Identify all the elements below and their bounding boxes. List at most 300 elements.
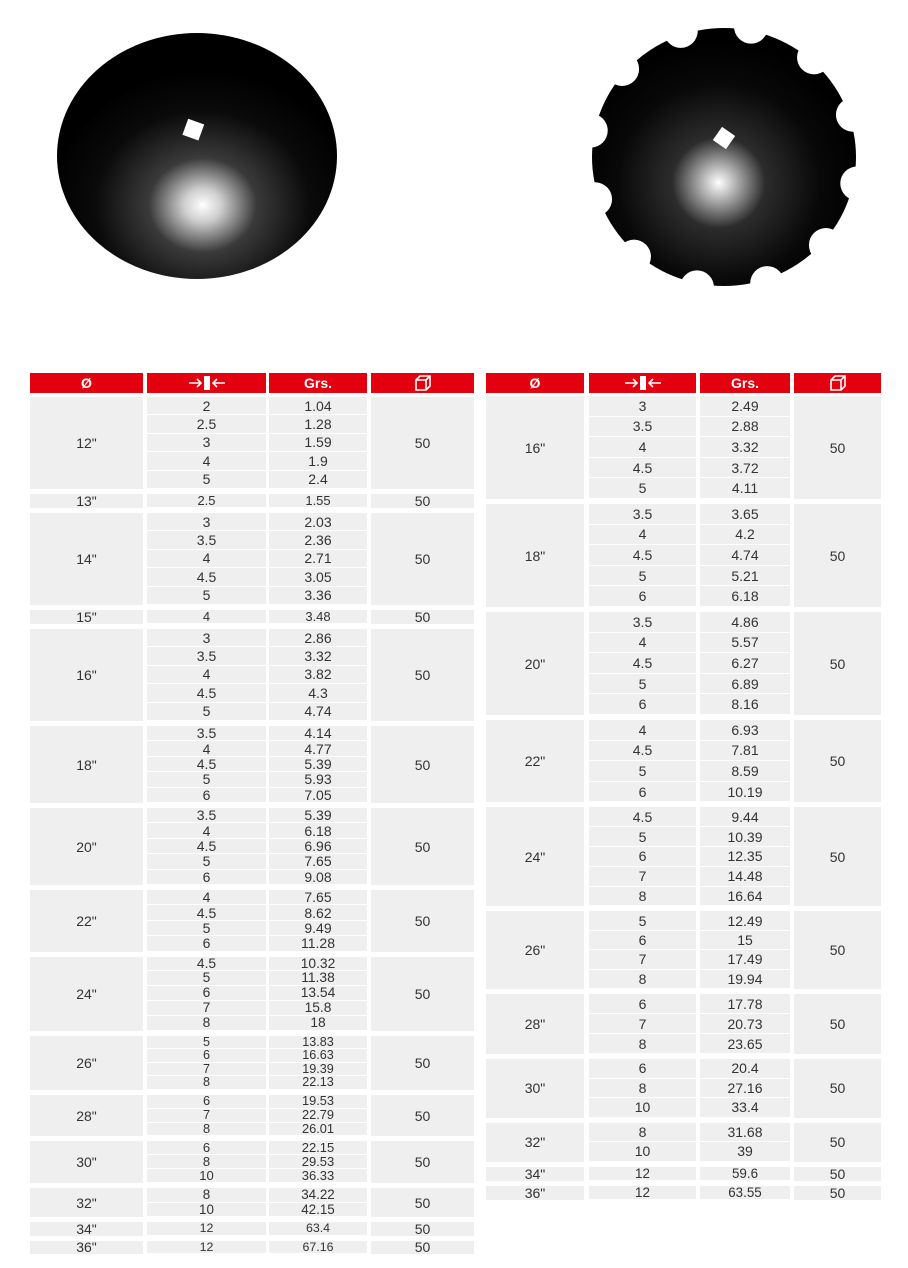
diameter-group	[30, 1036, 474, 1090]
right-table-body	[486, 396, 881, 1202]
thickness-cell: 8	[147, 1076, 266, 1090]
table-row	[486, 782, 881, 803]
weight-cell: 6.27	[700, 653, 790, 674]
diameter-cell: 22"	[486, 720, 584, 802]
table-row	[30, 854, 474, 869]
thickness-cell: 5	[589, 827, 696, 847]
thickness-cell: 2.5	[147, 415, 266, 433]
diameter-cell: 20"	[30, 808, 143, 885]
quantity-cell: 50	[794, 1186, 881, 1200]
diameter-cell: 16"	[30, 629, 143, 721]
table-row	[30, 1155, 474, 1169]
thickness-cell: 6	[589, 782, 696, 803]
thickness-cell: 4	[589, 525, 696, 546]
thickness-cell: 4.5	[147, 905, 266, 920]
weight-cell: 9.44	[700, 807, 790, 827]
thickness-cell: 5	[147, 971, 266, 986]
weight-cell: 14.48	[700, 867, 790, 887]
thickness-cell: 3	[589, 396, 696, 417]
weight-cell: 2.86	[269, 629, 367, 647]
diameter-group	[30, 957, 474, 1031]
weight-cell: 5.21	[700, 566, 790, 587]
diameter-cell: 14"	[30, 513, 143, 605]
diameter-cell: 34"	[30, 1222, 143, 1235]
thickness-cell: 4.5	[589, 741, 696, 762]
weight-cell: 3.72	[700, 458, 790, 479]
weight-cell: 63.55	[700, 1186, 790, 1200]
diameter-header: Ø	[30, 373, 143, 393]
diameter-cell: 30"	[30, 1141, 143, 1183]
weight-cell: 20.4	[700, 1059, 790, 1079]
table-row	[486, 931, 881, 950]
table-row	[30, 703, 474, 721]
thickness-cell: 8	[589, 970, 696, 989]
table-row	[30, 1049, 474, 1063]
table-row	[30, 568, 474, 586]
thickness-cell: 5	[589, 478, 696, 499]
thickness-cell: 8	[589, 1034, 696, 1054]
thickness-cell: 8	[589, 1123, 696, 1143]
weight-cell: 16.63	[269, 1049, 367, 1063]
diameter-cell: 18"	[30, 726, 143, 803]
table-row	[30, 1016, 474, 1031]
table-row	[486, 437, 881, 458]
diameter-cell: 32"	[30, 1188, 143, 1217]
table-row	[486, 1059, 881, 1079]
weight-cell: 16.64	[700, 887, 790, 907]
thickness-cell: 7	[589, 1014, 696, 1034]
table-row	[30, 741, 474, 756]
thickness-arrows-icon	[187, 375, 227, 391]
thickness-cell: 3	[147, 513, 266, 531]
weight-cell: 4.3	[269, 684, 367, 702]
table-row	[486, 674, 881, 695]
diameter-cell: 12"	[30, 397, 143, 489]
weight-cell: 8.16	[700, 694, 790, 715]
table-row	[486, 994, 881, 1014]
weight-cell: 5.39	[269, 808, 367, 823]
weight-cell: 2.88	[700, 417, 790, 438]
quantity-cell: 50	[371, 957, 474, 1031]
left-table-body	[30, 397, 474, 1256]
table-row	[30, 1036, 474, 1050]
table-row	[30, 936, 474, 951]
table-row	[30, 434, 474, 452]
diameter-group	[486, 396, 881, 499]
quantity-cell: 50	[371, 726, 474, 803]
weight-cell: 22.79	[269, 1109, 367, 1123]
table-row	[30, 494, 474, 508]
table-row	[30, 629, 474, 647]
quantity-header	[371, 373, 474, 393]
thickness-cell: 5	[147, 772, 266, 787]
weight-cell: 27.16	[700, 1079, 790, 1099]
table-row	[30, 823, 474, 838]
table-row	[30, 1109, 474, 1123]
thickness-cell: 8	[589, 1079, 696, 1099]
thickness-header	[147, 373, 266, 393]
weight-cell: 7.81	[700, 741, 790, 762]
weight-cell: 3.05	[269, 568, 367, 586]
weight-cell: 1.59	[269, 434, 367, 452]
weight-cell: 10.32	[269, 957, 367, 972]
diameter-group	[30, 513, 474, 605]
table-row	[486, 694, 881, 715]
thickness-cell: 4.5	[147, 839, 266, 854]
diameter-group	[30, 726, 474, 803]
weight-cell: 5.57	[700, 633, 790, 654]
thickness-cell: 8	[147, 1123, 266, 1137]
weight-cell: 42.15	[269, 1203, 367, 1217]
thickness-cell: 3	[147, 629, 266, 647]
thickness-cell: 4	[147, 550, 266, 568]
thickness-cell: 10	[147, 1203, 266, 1217]
table-row	[30, 666, 474, 684]
table-row	[486, 867, 881, 887]
weight-cell: 4.14	[269, 726, 367, 741]
notched-disc-image	[590, 26, 858, 288]
table-row	[486, 586, 881, 607]
weight-cell: 8.59	[700, 761, 790, 782]
thickness-cell: 4.5	[147, 568, 266, 586]
box-icon	[414, 374, 432, 392]
weight-cell: 4.86	[700, 612, 790, 633]
weight-cell: 4.74	[269, 703, 367, 721]
table-row	[486, 720, 881, 741]
table-row	[486, 566, 881, 587]
thickness-cell: 3.5	[589, 504, 696, 525]
quantity-cell: 50	[371, 1095, 474, 1136]
thickness-cell: 7	[147, 1063, 266, 1077]
diameter-cell: 15"	[30, 610, 143, 624]
diameter-group	[486, 911, 881, 989]
table-row	[486, 1167, 881, 1181]
thickness-cell: 6	[147, 1049, 266, 1063]
table-row	[486, 417, 881, 438]
weight-cell: 20.73	[700, 1014, 790, 1034]
thickness-cell: 6	[589, 586, 696, 607]
thickness-cell: 4.5	[589, 807, 696, 827]
thickness-cell: 6	[147, 788, 266, 803]
table-row	[30, 839, 474, 854]
diameter-group	[486, 807, 881, 906]
thickness-cell: 3.5	[589, 612, 696, 633]
table-row	[30, 772, 474, 787]
diameter-cell: 22"	[30, 890, 143, 952]
table-row	[30, 684, 474, 702]
table-row	[30, 610, 474, 624]
weight-cell: 6.18	[700, 586, 790, 607]
thickness-cell: 4.5	[589, 458, 696, 479]
table-row	[30, 788, 474, 803]
weight-header: Grs.	[269, 373, 367, 393]
weight-cell: 10.19	[700, 782, 790, 803]
quantity-cell: 50	[371, 1188, 474, 1217]
table-row	[30, 1203, 474, 1217]
weight-cell: 17.49	[700, 950, 790, 969]
weight-cell: 63.4	[269, 1222, 367, 1235]
weight-cell: 11.28	[269, 936, 367, 951]
thickness-cell: 5	[147, 854, 266, 869]
thickness-cell: 12	[147, 1241, 266, 1254]
diameter-group	[486, 1186, 881, 1200]
diameter-group	[30, 1222, 474, 1235]
table-row	[30, 647, 474, 665]
weight-cell: 19.53	[269, 1095, 367, 1109]
diameter-cell: 24"	[30, 957, 143, 1031]
weight-cell: 11.38	[269, 971, 367, 986]
table-row	[486, 761, 881, 782]
table-row	[486, 1186, 881, 1200]
weight-cell: 2.36	[269, 531, 367, 549]
table-row	[486, 911, 881, 930]
table-row	[486, 1034, 881, 1054]
weight-cell: 22.13	[269, 1076, 367, 1090]
table-row	[30, 971, 474, 986]
table-row	[30, 415, 474, 433]
quantity-cell: 50	[794, 1167, 881, 1181]
thickness-cell: 7	[589, 867, 696, 887]
table-row	[30, 870, 474, 885]
quantity-cell: 50	[371, 397, 474, 489]
weight-cell: 8.62	[269, 905, 367, 920]
weight-cell: 13.54	[269, 986, 367, 1001]
quantity-cell: 50	[794, 612, 881, 715]
table-row	[30, 1169, 474, 1183]
thickness-cell: 7	[589, 950, 696, 969]
weight-cell: 59.6	[700, 1167, 790, 1181]
weight-header: Grs.	[700, 373, 790, 393]
weight-cell: 31.68	[700, 1123, 790, 1143]
thickness-cell: 6	[147, 986, 266, 1001]
thickness-cell: 5	[147, 703, 266, 721]
diameter-group	[486, 720, 881, 802]
thickness-cell: 8	[147, 1188, 266, 1202]
table-row	[486, 887, 881, 907]
weight-cell: 33.4	[700, 1098, 790, 1118]
thickness-cell: 10	[589, 1142, 696, 1162]
table-row	[30, 550, 474, 568]
diameter-group	[30, 610, 474, 624]
quantity-cell: 50	[371, 610, 474, 624]
quantity-cell: 50	[371, 1222, 474, 1235]
diameter-group	[30, 629, 474, 721]
table-row	[30, 1222, 474, 1235]
diameter-cell: 30"	[486, 1059, 584, 1118]
diameter-group	[30, 1095, 474, 1136]
table-row	[486, 741, 881, 762]
thickness-cell: 2.5	[147, 494, 266, 508]
diameter-group	[486, 1123, 881, 1162]
table-row	[30, 1188, 474, 1202]
left-disc-table	[30, 373, 474, 1256]
diameter-group	[30, 808, 474, 885]
thickness-cell: 12	[147, 1222, 266, 1235]
table-row	[30, 397, 474, 415]
table-row	[486, 1014, 881, 1034]
thickness-cell: 4	[147, 452, 266, 470]
thickness-cell: 4.5	[589, 653, 696, 674]
quantity-cell: 50	[794, 504, 881, 607]
thickness-cell: 6	[147, 870, 266, 885]
weight-cell: 3.48	[269, 610, 367, 624]
table-row	[486, 970, 881, 989]
diameter-group	[30, 1241, 474, 1254]
thickness-cell: 8	[589, 887, 696, 907]
diameter-cell: 26"	[486, 911, 584, 989]
thickness-cell: 4	[147, 823, 266, 838]
table-row	[30, 1001, 474, 1016]
table-row	[486, 633, 881, 654]
weight-cell: 2.4	[269, 471, 367, 489]
table-row	[30, 1095, 474, 1109]
thickness-cell: 4	[589, 720, 696, 741]
table-row	[486, 827, 881, 847]
table-row	[486, 458, 881, 479]
thickness-cell: 7	[147, 1001, 266, 1016]
diameter-cell: 18"	[486, 504, 584, 607]
quantity-cell: 50	[794, 720, 881, 802]
thickness-cell: 12	[589, 1186, 696, 1200]
thickness-cell: 6	[147, 936, 266, 951]
left-table-header	[30, 373, 474, 393]
weight-cell: 6.89	[700, 674, 790, 695]
table-row	[486, 1142, 881, 1162]
thickness-cell: 2	[147, 397, 266, 415]
thickness-cell: 5	[589, 761, 696, 782]
table-row	[30, 513, 474, 531]
thickness-header	[589, 373, 696, 393]
diameter-cell: 13"	[30, 494, 143, 508]
weight-cell: 15.8	[269, 1001, 367, 1016]
thickness-cell: 3.5	[147, 531, 266, 549]
weight-cell: 23.65	[700, 1034, 790, 1054]
table-row	[30, 957, 474, 972]
weight-cell: 4.11	[700, 478, 790, 499]
thickness-cell: 5	[147, 471, 266, 489]
weight-cell: 39	[700, 1142, 790, 1162]
quantity-cell: 50	[794, 911, 881, 989]
weight-cell: 36.33	[269, 1169, 367, 1183]
thickness-cell: 8	[147, 1016, 266, 1031]
quantity-cell: 50	[371, 1241, 474, 1254]
table-row	[30, 1076, 474, 1090]
table-row	[486, 847, 881, 867]
thickness-cell: 3.5	[147, 647, 266, 665]
weight-cell: 13.83	[269, 1036, 367, 1050]
weight-cell: 3.36	[269, 587, 367, 605]
thickness-cell: 6	[589, 1059, 696, 1079]
table-row	[30, 1141, 474, 1155]
thickness-cell: 4	[147, 610, 266, 624]
table-row	[486, 525, 881, 546]
table-row	[486, 504, 881, 525]
diameter-cell: 36"	[486, 1186, 584, 1200]
thickness-cell: 5	[589, 674, 696, 695]
box-icon	[829, 374, 847, 392]
weight-cell: 3.32	[700, 437, 790, 458]
quantity-cell: 50	[794, 1059, 881, 1118]
table-row	[30, 890, 474, 905]
plain-disc-image	[56, 32, 338, 280]
diameter-group	[486, 612, 881, 715]
weight-cell: 7.05	[269, 788, 367, 803]
table-row	[30, 452, 474, 470]
weight-cell: 17.78	[700, 994, 790, 1014]
thickness-cell: 4.5	[589, 545, 696, 566]
weight-cell: 15	[700, 931, 790, 950]
weight-cell: 34.22	[269, 1188, 367, 1202]
weight-cell: 4.2	[700, 525, 790, 546]
thickness-cell: 3	[147, 434, 266, 452]
thickness-cell: 8	[147, 1155, 266, 1169]
weight-cell: 22.15	[269, 1141, 367, 1155]
thickness-cell: 6	[589, 931, 696, 950]
thickness-cell: 4.5	[147, 957, 266, 972]
diameter-cell: 26"	[30, 1036, 143, 1090]
thickness-cell: 5	[147, 921, 266, 936]
table-row	[30, 531, 474, 549]
thickness-cell: 6	[589, 994, 696, 1014]
diameter-group	[486, 994, 881, 1054]
quantity-cell: 50	[794, 396, 881, 499]
weight-cell: 12.49	[700, 911, 790, 930]
thickness-cell: 3.5	[147, 808, 266, 823]
weight-cell: 1.04	[269, 397, 367, 415]
diameter-header: Ø	[486, 373, 584, 393]
quantity-header	[794, 373, 881, 393]
quantity-cell: 50	[371, 808, 474, 885]
weight-cell: 1.9	[269, 452, 367, 470]
thickness-cell: 4	[147, 666, 266, 684]
table-row	[30, 757, 474, 772]
thickness-cell: 10	[589, 1098, 696, 1118]
table-row	[486, 1123, 881, 1143]
thickness-cell: 4.5	[147, 757, 266, 772]
thickness-arrows-icon	[623, 375, 663, 391]
thickness-cell: 12	[589, 1167, 696, 1181]
thickness-cell: 5	[589, 911, 696, 930]
weight-cell: 12.35	[700, 847, 790, 867]
thickness-cell: 4	[589, 633, 696, 654]
thickness-cell: 4.5	[147, 684, 266, 702]
weight-cell: 2.71	[269, 550, 367, 568]
table-row	[486, 950, 881, 969]
quantity-cell: 50	[371, 890, 474, 952]
table-row	[486, 478, 881, 499]
table-row	[30, 587, 474, 605]
weight-cell: 10.39	[700, 827, 790, 847]
table-row	[486, 807, 881, 827]
quantity-cell: 50	[371, 629, 474, 721]
table-row	[30, 1123, 474, 1137]
table-row	[486, 396, 881, 417]
quantity-cell: 50	[371, 1036, 474, 1090]
weight-cell: 4.74	[700, 545, 790, 566]
diameter-group	[486, 504, 881, 607]
weight-cell: 7.65	[269, 854, 367, 869]
thickness-cell: 6	[589, 694, 696, 715]
weight-cell: 29.53	[269, 1155, 367, 1169]
weight-cell: 9.08	[269, 870, 367, 885]
diameter-group	[30, 890, 474, 952]
table-row	[30, 905, 474, 920]
weight-cell: 3.82	[269, 666, 367, 684]
diameter-group	[486, 1167, 881, 1181]
thickness-cell: 10	[147, 1169, 266, 1183]
quantity-cell: 50	[794, 994, 881, 1054]
diameter-group	[30, 1188, 474, 1217]
